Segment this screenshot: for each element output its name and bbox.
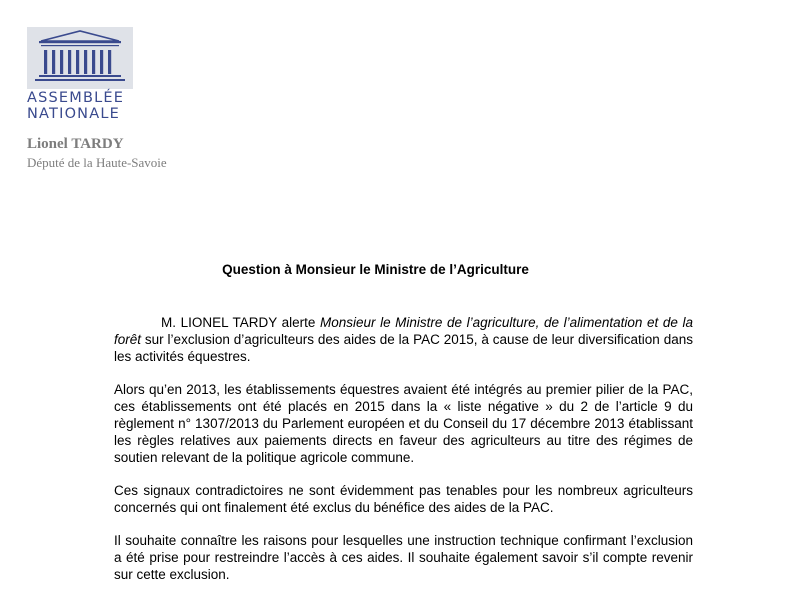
logo-text-assemblee: ASSEMBLÉE [27, 90, 125, 106]
question-title: Question à Monsieur le Ministre de l’Agriculture [222, 262, 529, 277]
paragraph-1 [114, 314, 693, 365]
paragraph-1-intro: M. LIONEL TARDY alerte [161, 315, 320, 330]
logo-text-nationale: NATIONALE [27, 106, 120, 122]
assemblee-logo [27, 27, 133, 89]
question-body [114, 314, 693, 599]
paragraph-4: Il souhaite connaître les raisons pour lesquelles une instruction technique confirmant l’exclusion a été prise pour restreindre l’accès à ces aides. Il souhaite également savoir s’il compte revenir sur cette exclusion. [114, 533, 693, 582]
minister-name: Monsieur le Ministre de l’agriculture, de l’alimentation et de la forêt [114, 315, 693, 347]
author-name: Lionel TARDY [27, 136, 124, 152]
paragraph-1-rest: sur l’exclusion d’agriculteurs des aides de la PAC 2015, à cause de leur diversification dans les activités équestres. [114, 332, 693, 364]
paragraph-2: Alors qu’en 2013, les établissements équestres avaient été intégrés au premier pilier de la PAC, ces établissements ont été placés en 2015 dans la « liste négative » du 2 de l’article 9 du règlement n° 1307/2013 du Parlement européen et du Conseil du 17 décembre 2013 établissant les règles relatives aux paiements directs en faveur des agriculteurs au titre des régimes de soutien relevant de la politique agricole commune. [114, 382, 693, 465]
paragraph-3: Ces signaux contradictoires ne sont évidemment pas tenables pour les nombreux agriculteurs concernés qui ont finalement été exclus du bénéfice des aides de la PAC. [114, 483, 693, 515]
assemblee-emblem-icon [27, 27, 133, 89]
author-title: Député de la Haute-Savoie [27, 155, 167, 170]
